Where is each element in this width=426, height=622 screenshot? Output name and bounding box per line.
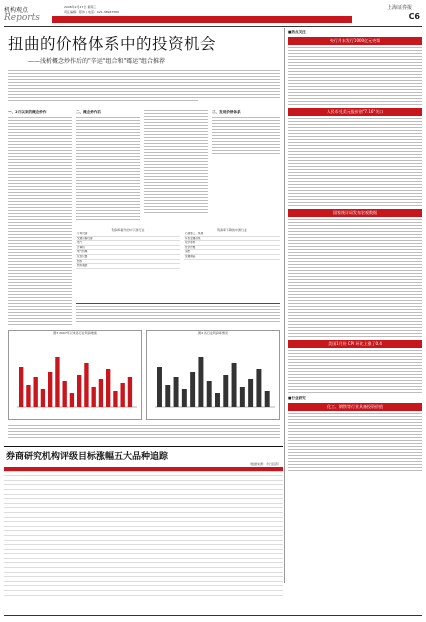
footer-line <box>4 615 422 616</box>
date-line: 2008年2月27日 星期三 <box>64 5 97 9</box>
body-column-2: 二、概念炒作后 <box>76 108 140 226</box>
bar <box>256 369 261 407</box>
table-row: 交通运输设备 <box>76 236 180 241</box>
chart-left-svg <box>9 335 141 417</box>
table-row: 石油加工、炼焦 <box>184 232 280 236</box>
bar <box>157 367 162 407</box>
bar <box>240 387 245 407</box>
bar <box>19 367 23 407</box>
header-rule <box>52 16 352 23</box>
bar <box>113 391 117 407</box>
bar <box>99 379 103 407</box>
table-row: 化学纤维 <box>184 245 280 250</box>
table-row: 电气 <box>76 241 180 246</box>
page-number: C6 <box>408 12 420 21</box>
bar <box>26 385 30 407</box>
table-1 <box>76 232 180 269</box>
bar <box>165 385 170 407</box>
table-row: 化学原料 <box>184 241 280 246</box>
editor-line: 责任编辑：陈伟 | 电话：021-38967580 <box>64 10 119 14</box>
bottom-section <box>4 446 283 614</box>
bar <box>63 381 67 407</box>
brand-name: Reports <box>4 13 40 23</box>
bar <box>248 379 253 407</box>
data-strip <box>76 303 280 325</box>
table-row: 仪表仪器 <box>76 254 180 259</box>
bar <box>55 357 59 407</box>
section-name: 机构观点 <box>4 7 29 14</box>
table-row: 造纸 <box>184 250 280 255</box>
bar <box>106 369 110 407</box>
right-section-1: ■热点关注 <box>288 30 306 34</box>
bar <box>70 393 74 407</box>
table-row: 计算机 <box>76 245 180 250</box>
bottom-title: 券商研究机构评级目标涨幅五大品种追踪 <box>6 452 169 462</box>
body-column-4: 三、发现价格体系 <box>212 108 280 158</box>
body-column-3 <box>144 108 208 226</box>
bar <box>34 377 38 407</box>
bar <box>207 381 212 407</box>
bar <box>92 387 96 407</box>
chart-right-title: 图4 各行业利润率情况 <box>198 331 228 335</box>
bar <box>198 357 203 407</box>
bar <box>128 377 132 407</box>
bar <box>265 391 270 407</box>
table-panel-2 <box>184 228 280 300</box>
bar <box>215 393 220 407</box>
table-2-title: 利润率下降的中游行业 <box>216 228 247 232</box>
table-1-title: 利润率提升的中下游行业 <box>111 228 145 232</box>
bar <box>182 389 187 407</box>
tag-4: 美国1月份 CPI 环比上涨了0.4 <box>288 340 422 348</box>
table-panel-1 <box>76 228 180 300</box>
lead-paragraph <box>8 68 280 108</box>
table-2 <box>184 232 280 260</box>
bar <box>121 383 125 407</box>
bar <box>41 389 45 407</box>
headline-subtitle: ——浅析概念炒作后的"辛运"组合和"霉运"组合推荐 <box>28 58 166 65</box>
chart-left-title: 图3 2007年以来各行业利润增速 <box>53 331 97 335</box>
bar <box>77 375 81 407</box>
headline-title: 扭曲的价格体系中的投资机会 <box>8 35 217 53</box>
bar <box>223 375 228 407</box>
header-divider <box>4 26 422 27</box>
tag-3: 国家统计局发布宏观数据 <box>288 209 422 217</box>
bar <box>84 363 88 407</box>
chart-right <box>146 330 280 420</box>
bar <box>190 372 195 407</box>
table-row: 有色金属冶炼 <box>184 236 280 241</box>
table-row: 纺织 <box>76 259 180 264</box>
tag-1: 央行月末发行1000亿元央票 <box>288 37 422 45</box>
right-section-2: ■行业研究 <box>288 396 306 400</box>
table-row: 纺织服装 <box>76 264 180 269</box>
bottom-note: （数据来源：今日投资） <box>247 462 281 466</box>
table-row: 专用设备 <box>76 232 180 236</box>
chart-left <box>8 330 142 420</box>
bar <box>174 377 179 407</box>
table-row: 金属制品 <box>184 254 280 259</box>
bar <box>232 363 237 407</box>
body-lower <box>8 423 280 443</box>
tag-2: 人民币兑美元报价创"7.16"关口 <box>288 108 422 116</box>
chart-right-svg <box>147 335 279 417</box>
table-row: 电气机械 <box>76 250 180 255</box>
bar-group <box>17 357 137 407</box>
right-column <box>284 28 422 583</box>
tag-5: 化工、钢铁等行业具备投资价值 <box>288 403 422 411</box>
table-row <box>4 591 283 596</box>
rating-table <box>4 467 283 596</box>
bar <box>48 372 52 407</box>
body-column-1: 一、2月以来的概念炒作 <box>8 108 72 326</box>
newspaper-name: 上海证券报 <box>386 5 412 11</box>
masthead <box>4 3 422 25</box>
